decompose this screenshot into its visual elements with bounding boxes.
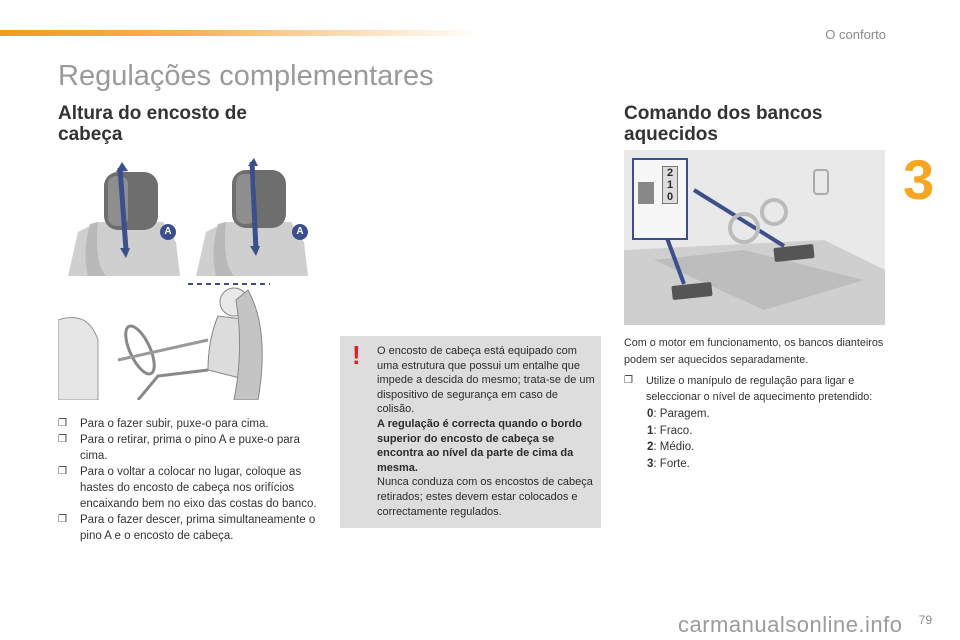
warning-icon: ! — [352, 340, 361, 370]
heated-seats-intro: Com o motor em funcionamento, os bancos dianteiros podem ser aquecidos separadamente. — [624, 337, 884, 366]
heating-level-item: 0: Paragem. — [647, 408, 710, 420]
instruction-item: ❐ Para o fazer subir, puxe-o para cima. — [58, 418, 269, 430]
header-accent-bar — [0, 30, 480, 36]
chapter-number: 3 — [903, 148, 935, 211]
section-title: O conforto — [825, 27, 886, 42]
page-number: 79 — [918, 613, 932, 627]
heated-seat-controls-photo — [624, 150, 885, 325]
warning-text: O encosto de cabeça está equipado com uma estrutura que possui um entalhe que impede a descida do mesmo; trata-se de um dispositivo de segurança em caso de colisão. A regulação é correcta quando o bordo superior do encosto de cabeça se encontra ao nível da parte de cima da mesma. Nunca conduza com os encostos de cabeça retirados; estes devem estar colocados e correctamente regulados. — [377, 345, 595, 518]
headrest-lower-illustration — [196, 158, 308, 276]
headrest-heading: Altura do encosto de cabeça — [58, 103, 247, 145]
heating-level-item: 3: Forte. — [647, 457, 690, 470]
pin-a-label-2: A — [292, 224, 308, 240]
watermark: carmanualsonline.info — [678, 612, 903, 637]
page-heading: Regulações complementares — [58, 60, 434, 92]
warning-box — [340, 336, 601, 528]
seat-heat-icon — [638, 182, 654, 204]
headrest-instructions — [58, 416, 320, 544]
instruction-item: ❐ Para o retirar, prima o pino A e puxe-o para cima. — [58, 434, 300, 462]
instruction-item: ❐ Para o voltar a colocar no lugar, coloque as hastes do encosto de cabeça nos orifícios encaixando bem no eixo das costas do banco. — [58, 466, 317, 510]
driver-position-illustration — [58, 280, 270, 400]
bullet-icon: ❐ — [58, 418, 67, 429]
heated-seats-heading: Comando dos bancos aquecidos — [624, 103, 823, 145]
heating-level-item: 1: Fraco. — [647, 424, 693, 437]
bullet-icon: ❐ — [58, 466, 67, 477]
bullet-icon: ❐ — [624, 375, 633, 386]
pin-a-label-1: A — [160, 224, 176, 240]
instruction-item: ❐ Para o fazer descer, prima simultaneamente o pino A e o encosto de cabeça. — [58, 514, 316, 542]
headrest-raise-illustration — [68, 162, 180, 276]
heating-level-item: 2: Médio. — [647, 441, 695, 453]
heating-levels-list — [647, 406, 710, 472]
bullet-icon: ❐ — [58, 514, 67, 525]
instruction-item: ❐ Utilize o manípulo de regulação para ligar e seleccionar o nível de aquecimento pretendido: — [624, 375, 873, 403]
heat-level-switch: 2 1 0 — [662, 166, 678, 204]
bullet-icon: ❐ — [58, 434, 67, 445]
heated-seats-instructions — [624, 373, 889, 405]
switch-inset — [632, 158, 688, 240]
